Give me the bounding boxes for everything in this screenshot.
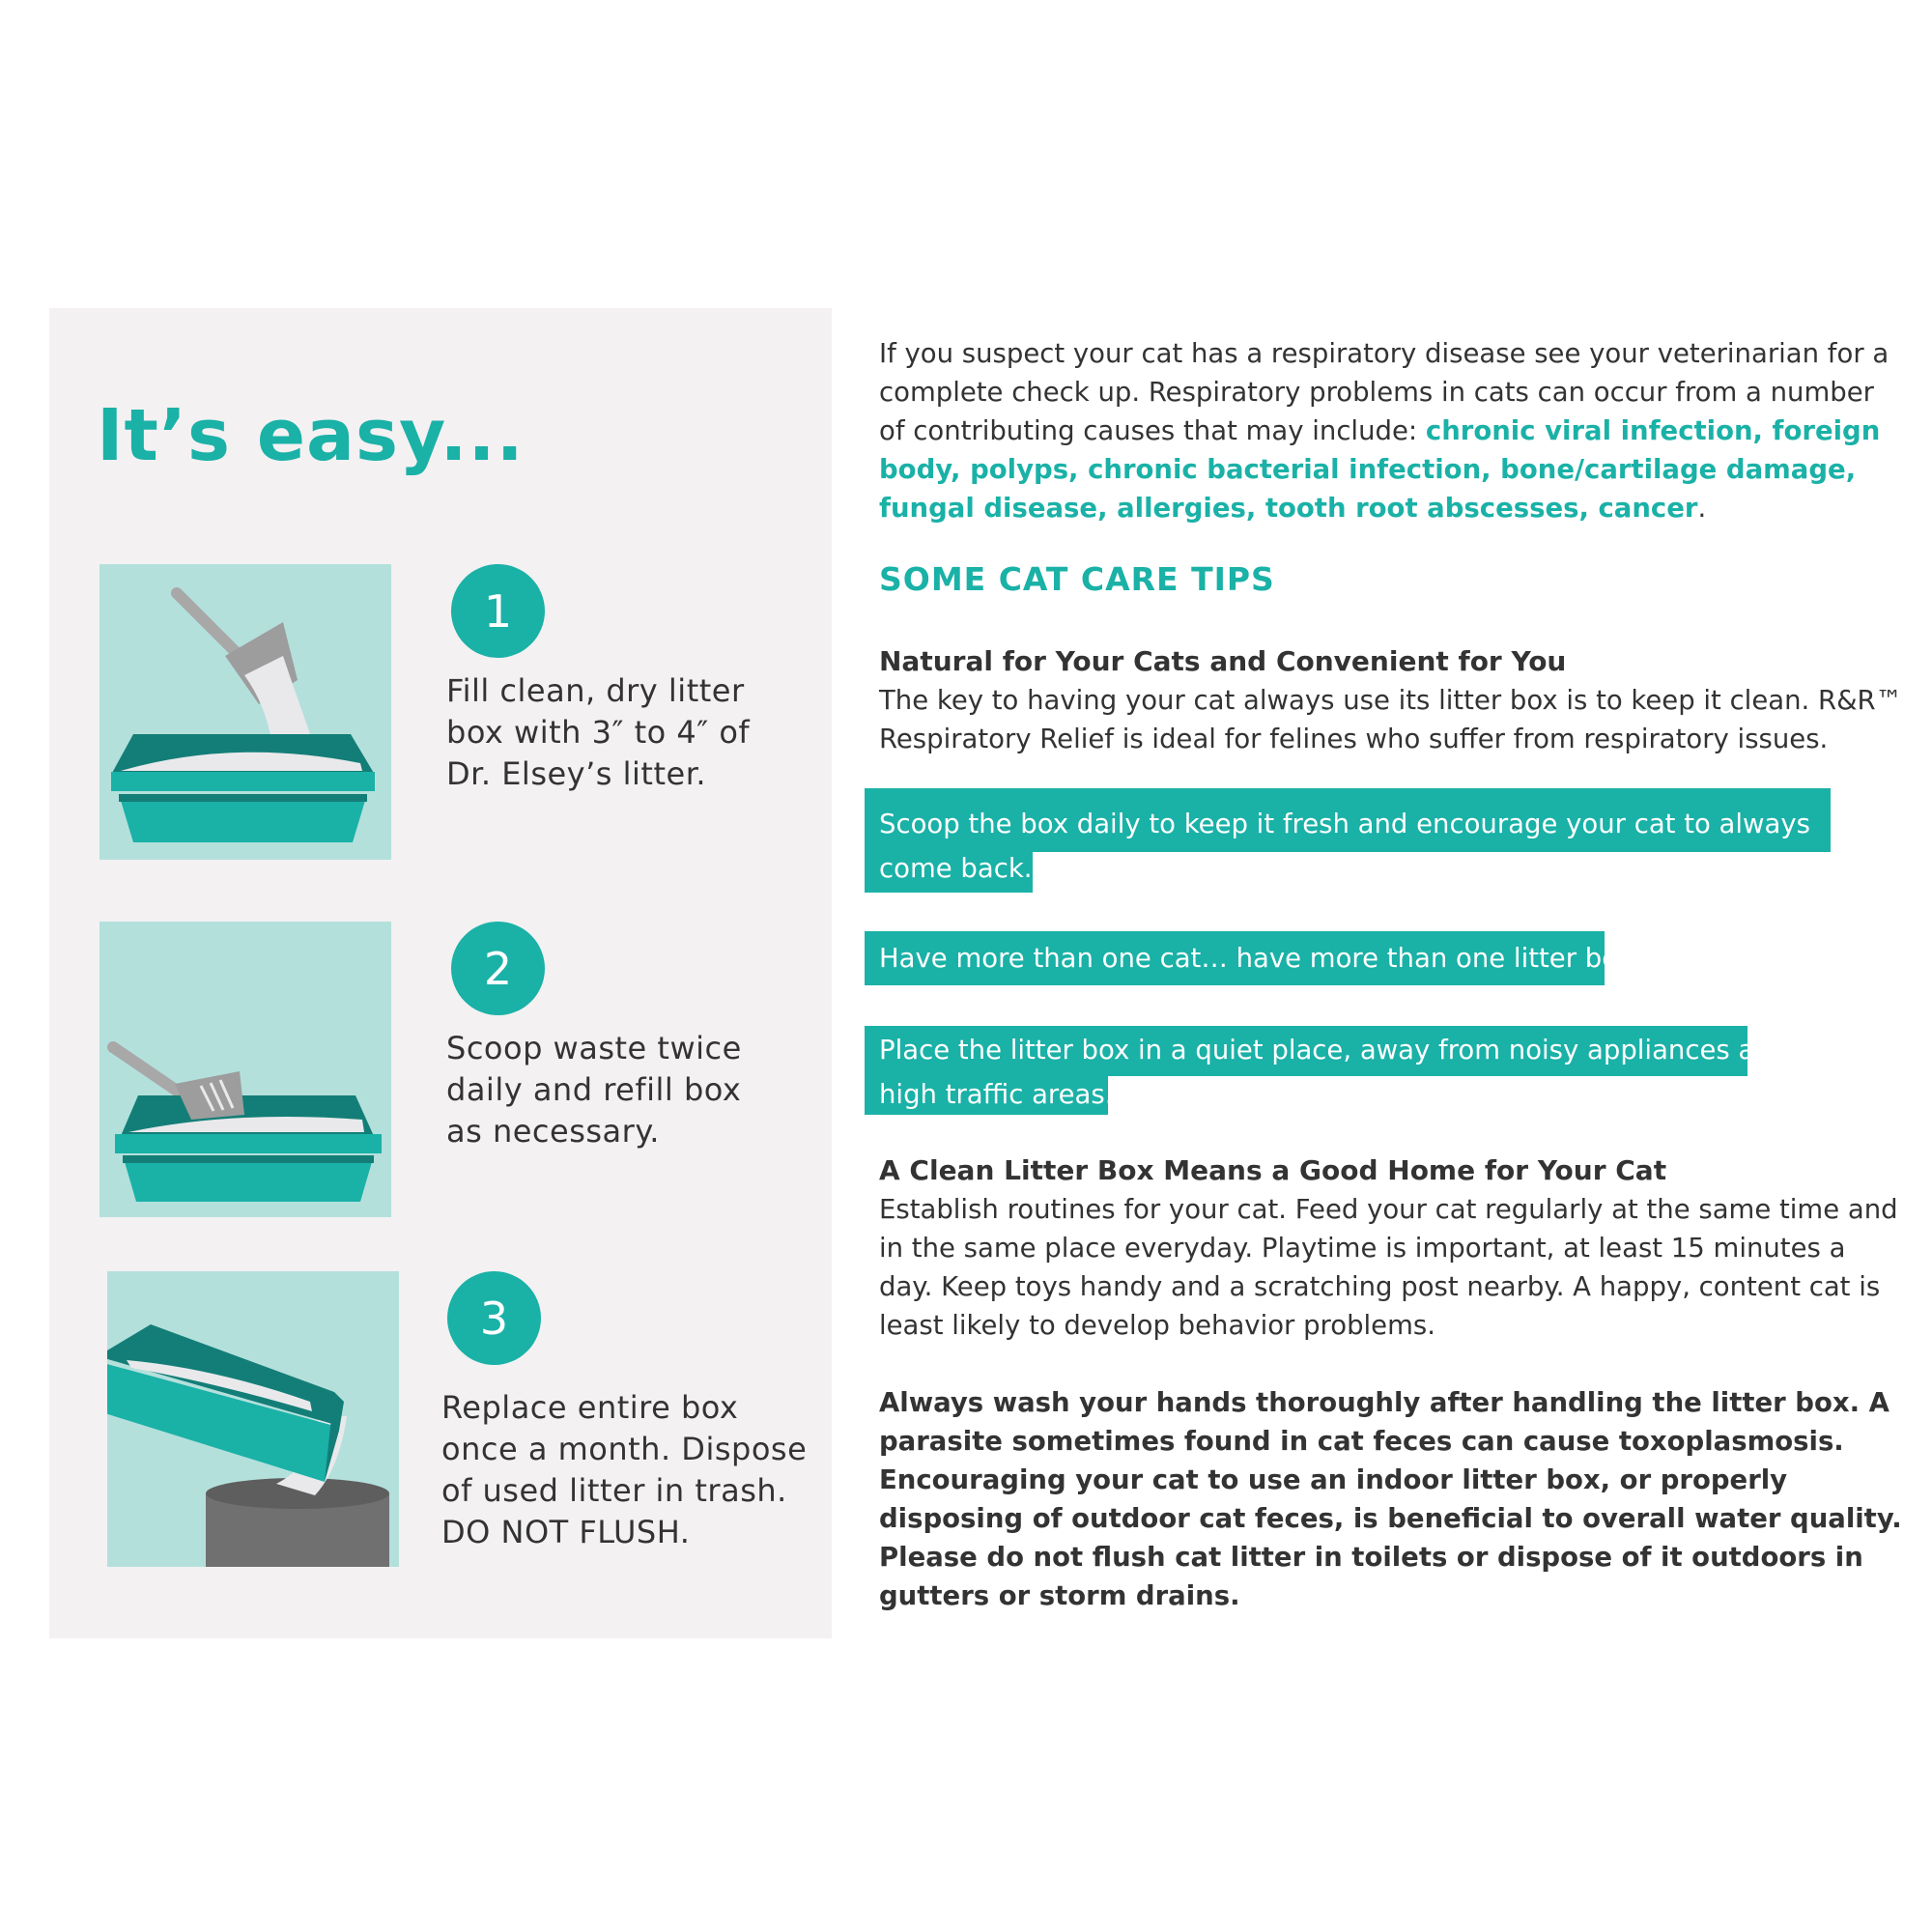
dispose-litter-illustration bbox=[107, 1271, 399, 1567]
step-3-number: 3 bbox=[447, 1271, 541, 1365]
step-3-text: Replace entire box once a month. Dispose of used litter in trash. DO NOT FLUSH. bbox=[441, 1389, 808, 1550]
step-1-number: 1 bbox=[451, 564, 545, 658]
intro-paragraph bbox=[879, 334, 1903, 527]
highlight-tip-2-line-1: Have more than one cat… have more than one litter box. bbox=[879, 943, 1642, 974]
tip-2-title: A Clean Litter Box Means a Good Home for Your Cat bbox=[879, 1154, 1667, 1186]
highlight-tip-3-line-1: Place the litter box in a quiet place, away from noisy appliances and bbox=[879, 1035, 1789, 1065]
step-2-number: 2 bbox=[451, 922, 545, 1015]
highlight-tip-3-line-2: high traffic areas. bbox=[879, 1079, 1114, 1110]
page-title: It’s easy... bbox=[97, 394, 525, 477]
step-2-text: Scoop waste twice daily and refill box as necessary. bbox=[446, 1030, 742, 1150]
intro-causes: chronic viral infection, foreign body, polyps, chronic bacterial infection, bone/cartilage damage, fungal disease, allergies, tooth root abscesses, cancer bbox=[879, 415, 1881, 524]
tips-heading: SOME CAT CARE TIPS bbox=[879, 560, 1275, 598]
intro-text: If you suspect your cat has a respiratory disease see your veterinarian for a complete check up. Respiratory problems in cats can occur from a number of contributing causes that may include: bbox=[879, 338, 1889, 446]
scoop-waste-illustration bbox=[99, 922, 391, 1217]
tip-1-title: Natural for Your Cats and Convenient for You bbox=[879, 645, 1567, 677]
step-1-text: Fill clean, dry litter box with 3″ to 4″ of Dr. Elsey’s litter. bbox=[446, 672, 751, 792]
highlight-tip-1-line-2: come back. bbox=[879, 853, 1033, 884]
highlight-tip-1-line-1: Scoop the box daily to keep it fresh and encourage your cat to always bbox=[879, 809, 1810, 839]
hand-washing-warning: Always wash your hands thoroughly after handling the litter box. A parasite sometimes found in cat feces can cause toxoplasmosis. Encouraging your cat to use an indoor litter box, or properly disposing of outdoor cat feces, is beneficial to overall water quality. Please do not flush cat litter in toilets or dispose of it outdoors in gutters or storm drains. bbox=[879, 1387, 1902, 1611]
tip-2-body: Establish routines for your cat. Feed your cat regularly at the same time and in the same place everyday. Playtime is important, at least 15 minutes a day. Keep toys handy and a scratching post nearby. A happy, content cat is least likely to develop behavior problems. bbox=[879, 1194, 1898, 1341]
intro-period: . bbox=[1697, 493, 1707, 524]
pour-litter-illustration bbox=[99, 564, 391, 860]
tip-1-body: The key to having your cat always use its litter box is to keep it clean. R&R™ Respiratory Relief is ideal for felines who suffer from respiratory issues. bbox=[879, 685, 1903, 754]
